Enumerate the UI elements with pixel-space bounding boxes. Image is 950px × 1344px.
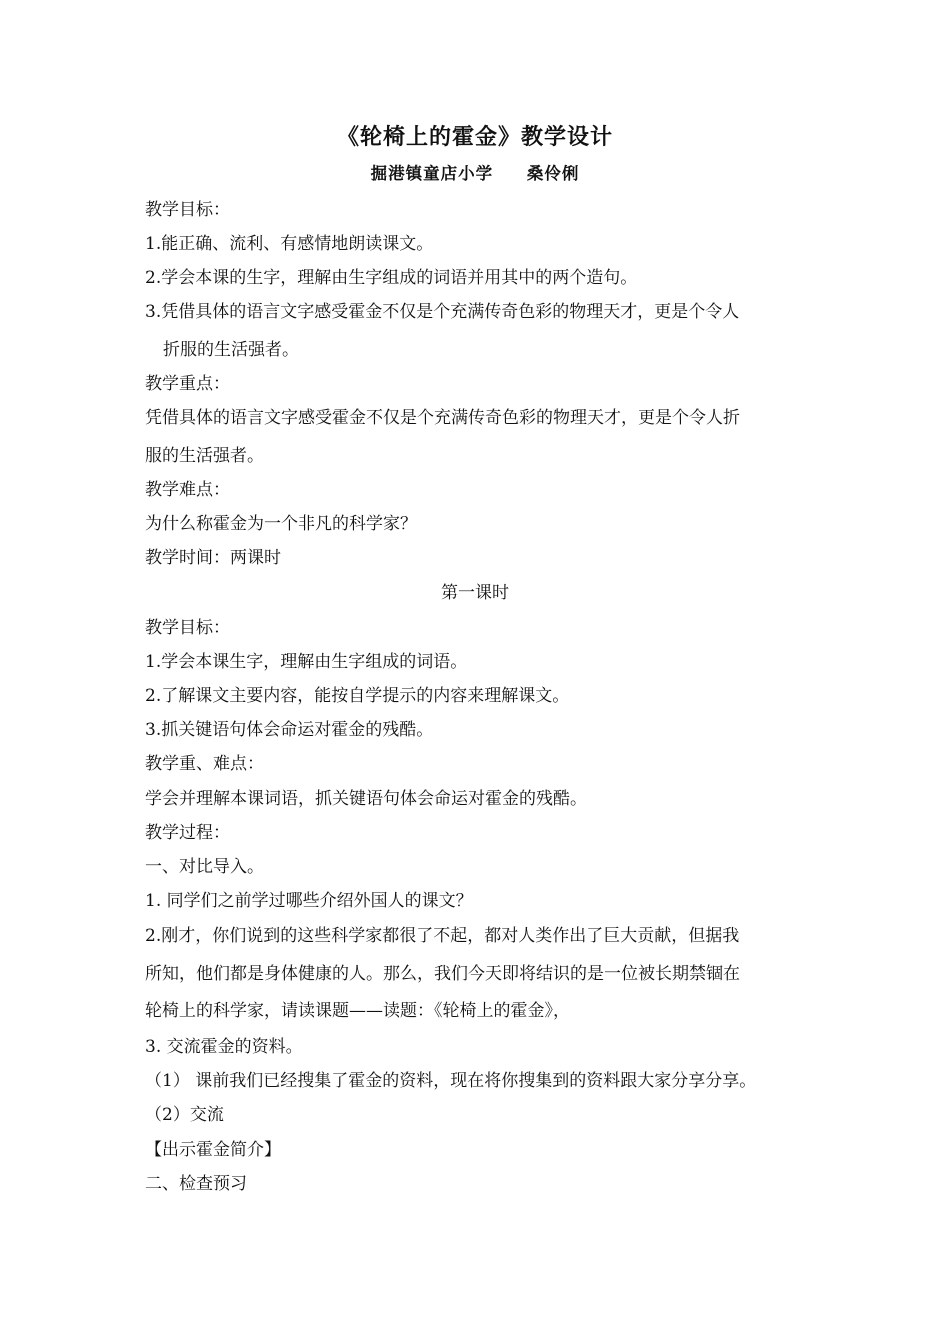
text-line: 教学目标：	[145, 618, 230, 638]
text-line: 1.能正确、流利、有感情地朗读课文。	[145, 234, 434, 254]
section-heading: 第一课时	[441, 583, 509, 603]
text-line: （2）交流	[145, 1105, 224, 1125]
text-line: 2.了解课文主要内容，能按自学提示的内容来理解课文。	[145, 686, 570, 706]
author-line: 掘港镇童店小学 桑伶俐	[370, 164, 580, 183]
text-line: 2.学会本课的生字，理解由生字组成的词语并用其中的两个造句。	[145, 268, 638, 288]
text-line: 3.凭借具体的语言文字感受霍金不仅是个充满传奇色彩的物理天才，更是个令人	[145, 302, 740, 322]
text-line: 服的生活强者。	[145, 446, 264, 466]
text-line: 一、对比导入。	[145, 857, 264, 877]
text-line: 教学过程：	[145, 823, 230, 843]
text-line: 教学重点：	[145, 374, 230, 394]
document-title: 《轮椅上的霍金》教学设计	[336, 124, 613, 150]
text-line: 轮椅上的科学家，请读课题——读题：《轮椅上的霍金》，	[145, 1001, 570, 1021]
text-line: 【出示霍金简介】	[145, 1140, 281, 1160]
text-line: 2.刚才，你们说到的这些科学家都很了不起，都对人类作出了巨大贡献，但据我	[145, 926, 740, 946]
text-line: 为什么称霍金为一个非凡的科学家？	[145, 514, 417, 534]
text-line: 教学时间：两课时	[145, 548, 281, 568]
text-line: 折服的生活强者。	[163, 340, 299, 360]
text-line: 1. 同学们之前学过哪些介绍外国人的课文？	[145, 891, 473, 911]
text-line: 所知，他们都是身体健康的人。那么，我们今天即将结识的是一位被长期禁锢在	[145, 964, 740, 984]
text-line: 教学重、难点：	[145, 754, 264, 774]
text-line: 学会并理解本课词语，抓关键语句体会命运对霍金的残酷。	[145, 789, 587, 809]
text-line: 3.抓关键语句体会命运对霍金的残酷。	[145, 720, 434, 740]
text-line: 3. 交流霍金的资料。	[145, 1037, 303, 1057]
text-line: 1.学会本课生字，理解由生字组成的词语。	[145, 652, 468, 672]
text-line: （1） 课前我们已经搜集了霍金的资料，现在将你搜集到的资料跟大家分享分享。	[145, 1071, 757, 1091]
text-line: 二、检查预习	[145, 1174, 247, 1194]
text-line: 凭借具体的语言文字感受霍金不仅是个充满传奇色彩的物理天才，更是个令人折	[145, 408, 740, 428]
text-line: 教学目标：	[145, 200, 230, 220]
text-line: 教学难点：	[145, 480, 230, 500]
